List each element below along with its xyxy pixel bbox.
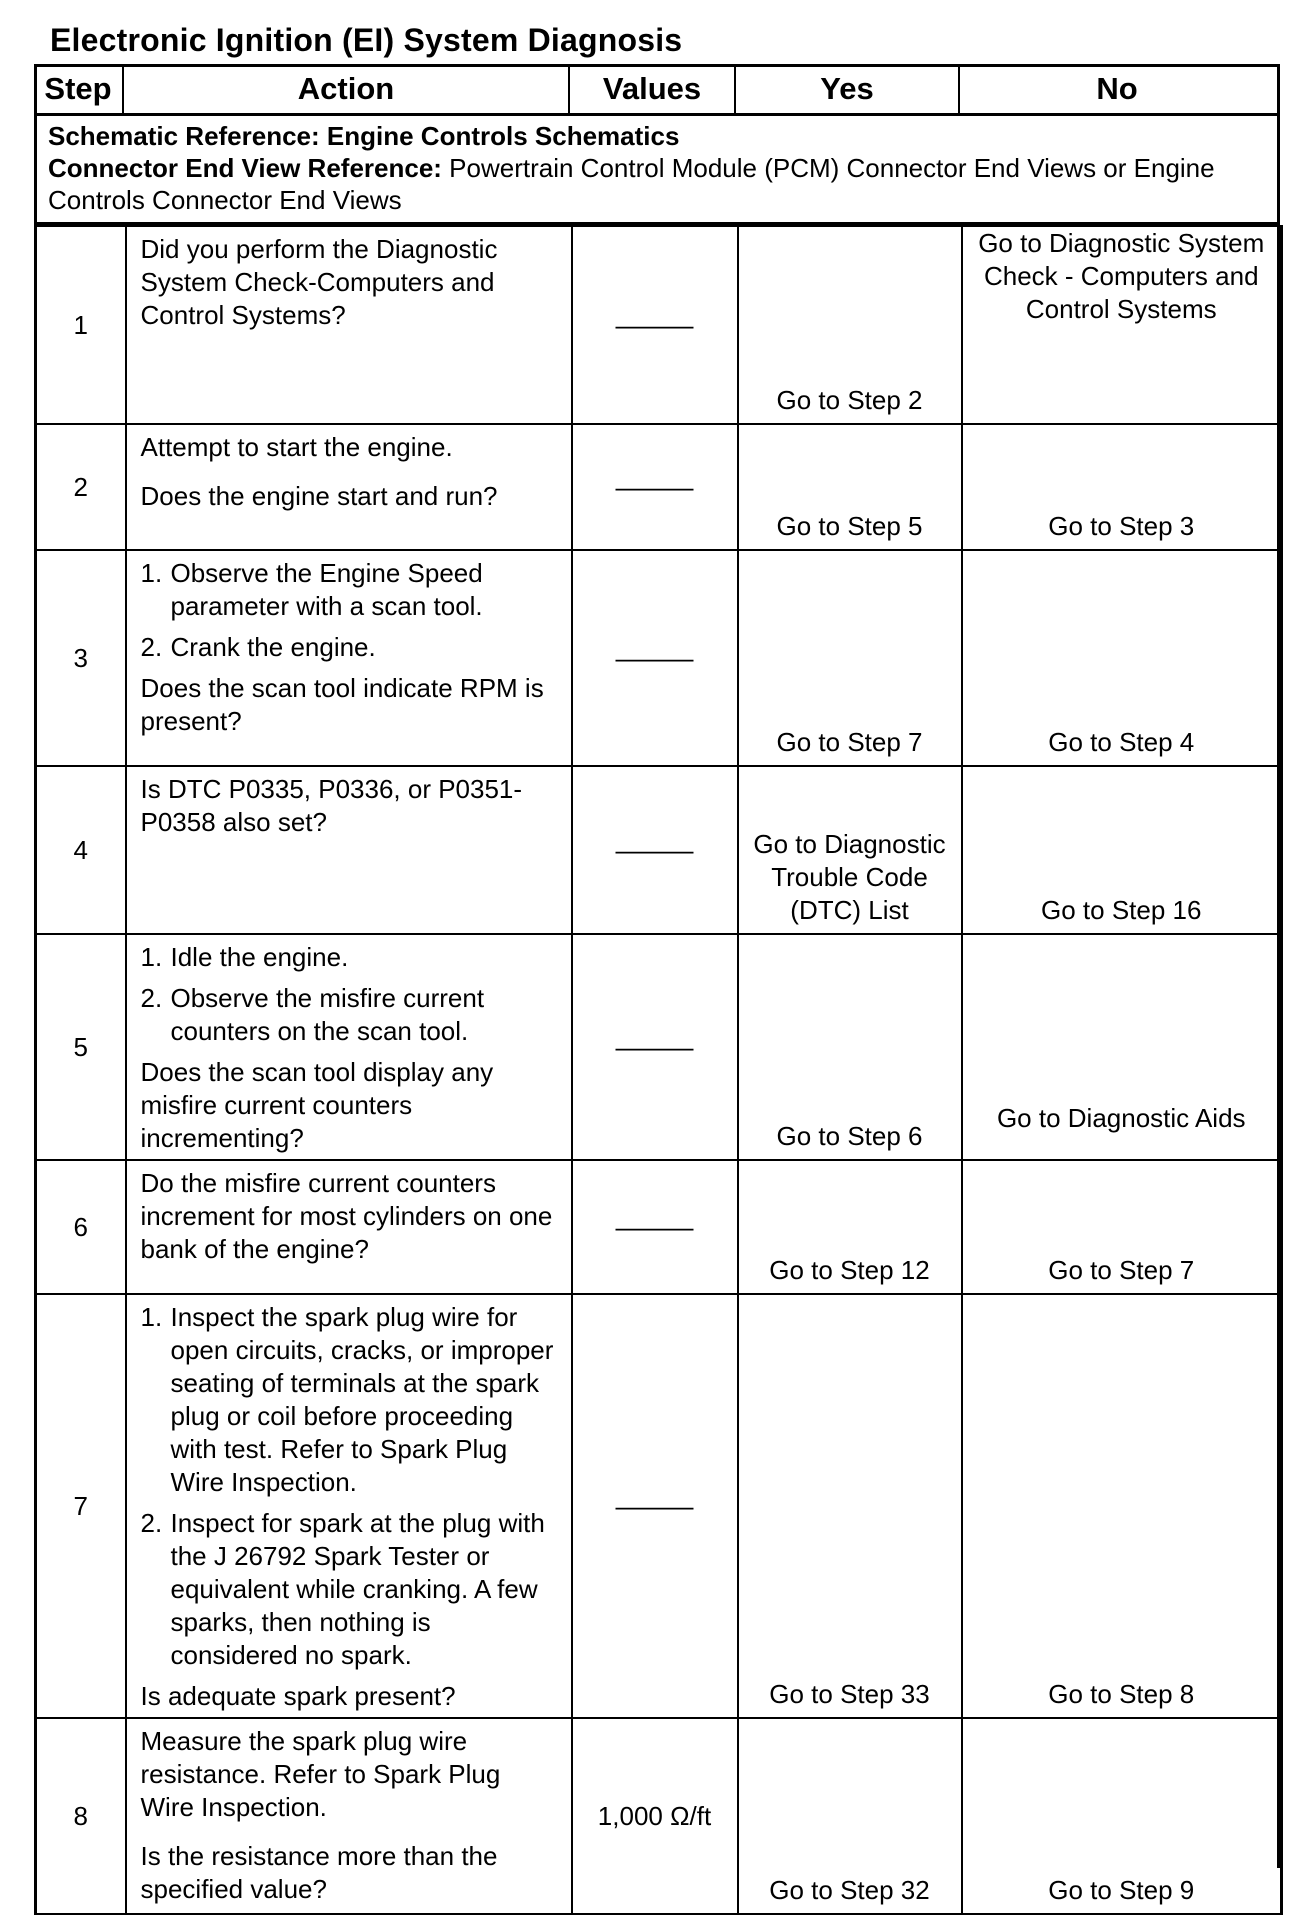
- step-value: ———: [572, 766, 738, 934]
- action-item-number: 1.: [140, 558, 163, 588]
- action-item-text: Observe the misfire current counters on the scan tool.: [170, 983, 485, 1046]
- action-list-item: [141, 982, 559, 1048]
- action-item-text: Observe the Engine Speed parameter with a scan tool.: [170, 558, 483, 621]
- action-item-text: Idle the engine.: [170, 942, 349, 972]
- reference-block: [48, 120, 1268, 216]
- step-action: [126, 550, 572, 766]
- action-text: Did you perform the Diagnostic System Check-Computers and Control Systems?: [140, 234, 498, 330]
- action-text: Measure the spark plug wire resistance. Refer to Spark Plug Wire Inspection.: [140, 1726, 501, 1822]
- action-item-number: 1.: [140, 942, 163, 972]
- action-text: Is DTC P0335, P0336, or P0351-P0358 also set?: [140, 774, 523, 837]
- header-step: Step: [34, 64, 124, 113]
- step-value: 1,000 Ω/ft: [572, 1718, 738, 1914]
- step-action: [126, 424, 572, 550]
- no-outcome: Go to Step 3: [962, 424, 1282, 550]
- no-outcome: Go to Step 16: [962, 766, 1282, 934]
- action-list: [141, 557, 559, 664]
- header-values: Values: [570, 64, 736, 113]
- step-value: ———: [572, 550, 738, 766]
- step-value: ———: [572, 1294, 738, 1718]
- action-text: Does the engine start and run?: [140, 481, 498, 511]
- header-no: No: [1096, 70, 1138, 106]
- table-row: [36, 424, 1282, 550]
- yes-outcome: Go to Step 2: [738, 226, 962, 424]
- no-outcome: Go to Step 8: [962, 1294, 1282, 1718]
- table-row: [36, 766, 1282, 934]
- step-number: 2: [36, 424, 126, 550]
- action-list: [141, 941, 559, 1048]
- step-value: ———: [572, 934, 738, 1160]
- step-value: ———: [572, 424, 738, 550]
- step-action: [126, 1718, 572, 1914]
- yes-outcome: Go to Step 5: [738, 424, 962, 550]
- action-item-number: 2.: [140, 1508, 163, 1538]
- action-item-number: 2.: [140, 983, 163, 1013]
- diagnosis-table: [34, 225, 1283, 1915]
- action-text: Do the misfire current counters increment for most cylinders on one bank of the engine?: [140, 1168, 553, 1264]
- table-row: [36, 550, 1282, 766]
- yes-outcome: Go to Step 6: [738, 934, 962, 1160]
- table-row: [36, 934, 1282, 1160]
- schematic-reference: Schematic Reference: Engine Controls Schematics: [48, 121, 680, 151]
- step-value: ———: [572, 1160, 738, 1294]
- action-question: Does the scan tool display any misfire current counters incrementing?: [140, 1057, 494, 1153]
- step-action: [126, 1294, 572, 1718]
- header-action: Action: [124, 64, 570, 113]
- table-row: [36, 226, 1282, 424]
- table-row: [36, 1294, 1282, 1718]
- action-item-number: 1.: [140, 1302, 163, 1332]
- action-text: Attempt to start the engine.: [140, 432, 453, 462]
- no-outcome: Go to Step 4: [962, 550, 1282, 766]
- step-number: 8: [36, 1718, 126, 1914]
- yes-outcome: Go to Step 32: [738, 1718, 962, 1914]
- step-number: 4: [36, 766, 126, 934]
- no-outcome: Go to Step 9: [962, 1718, 1282, 1914]
- step-number: 1: [36, 226, 126, 424]
- no-outcome: Go to Diagnostic Aids: [962, 934, 1282, 1160]
- action-list-item: [141, 557, 559, 623]
- table-row: [36, 1160, 1282, 1294]
- step-number: 7: [36, 1294, 126, 1718]
- table-row: [36, 1718, 1282, 1914]
- step-number: 3: [36, 550, 126, 766]
- yes-outcome: Go to Diagnostic Trouble Code (DTC) List: [738, 766, 962, 934]
- step-action: [126, 766, 572, 934]
- action-item-number: 2.: [140, 632, 163, 662]
- connector-reference-text: Powertrain Control Module (PCM) Connector End Views or Engine Controls Connector End Views: [48, 153, 1215, 215]
- yes-outcome: Go to Step 33: [738, 1294, 962, 1718]
- connector-reference-label: Connector End View Reference:: [48, 153, 442, 183]
- yes-outcome: Go to Step 12: [738, 1160, 962, 1294]
- step-number: 6: [36, 1160, 126, 1294]
- action-item-text: Inspect for spark at the plug with the J 26792 Spark Tester or equivalent while cranking. A few sparks, then nothing is considered no spark.: [170, 1508, 545, 1670]
- step-action: [126, 1160, 572, 1294]
- step-action: [126, 934, 572, 1160]
- action-item-text: Crank the engine.: [170, 632, 376, 662]
- no-outcome: Go to Step 7: [962, 1160, 1282, 1294]
- action-list-item: [141, 631, 559, 664]
- yes-outcome: Go to Step 7: [738, 550, 962, 766]
- action-question: Is adequate spark present?: [140, 1681, 456, 1711]
- step-value: ———: [572, 226, 738, 424]
- action-list-item: [141, 941, 559, 974]
- document-title: Electronic Ignition (EI) System Diagnosis: [50, 22, 683, 58]
- header-yes: Yes: [736, 64, 960, 113]
- action-list: [141, 1301, 559, 1672]
- action-text: Is the resistance more than the specified value?: [140, 1841, 498, 1904]
- action-item-text: Inspect the spark plug wire for open circuits, cracks, or improper seating of terminals at the spark plug or coil before proceeding with test. Refer to Spark Plug Wire Inspection.: [170, 1302, 554, 1497]
- step-action: [126, 226, 572, 424]
- table-header: [34, 64, 1280, 116]
- action-list-item: [141, 1507, 559, 1672]
- step-number: 5: [36, 934, 126, 1160]
- no-outcome: Go to Diagnostic System Check - Computers and Control Systems: [962, 226, 1282, 424]
- action-question: Does the scan tool indicate RPM is present?: [140, 673, 544, 736]
- action-list-item: [141, 1301, 559, 1499]
